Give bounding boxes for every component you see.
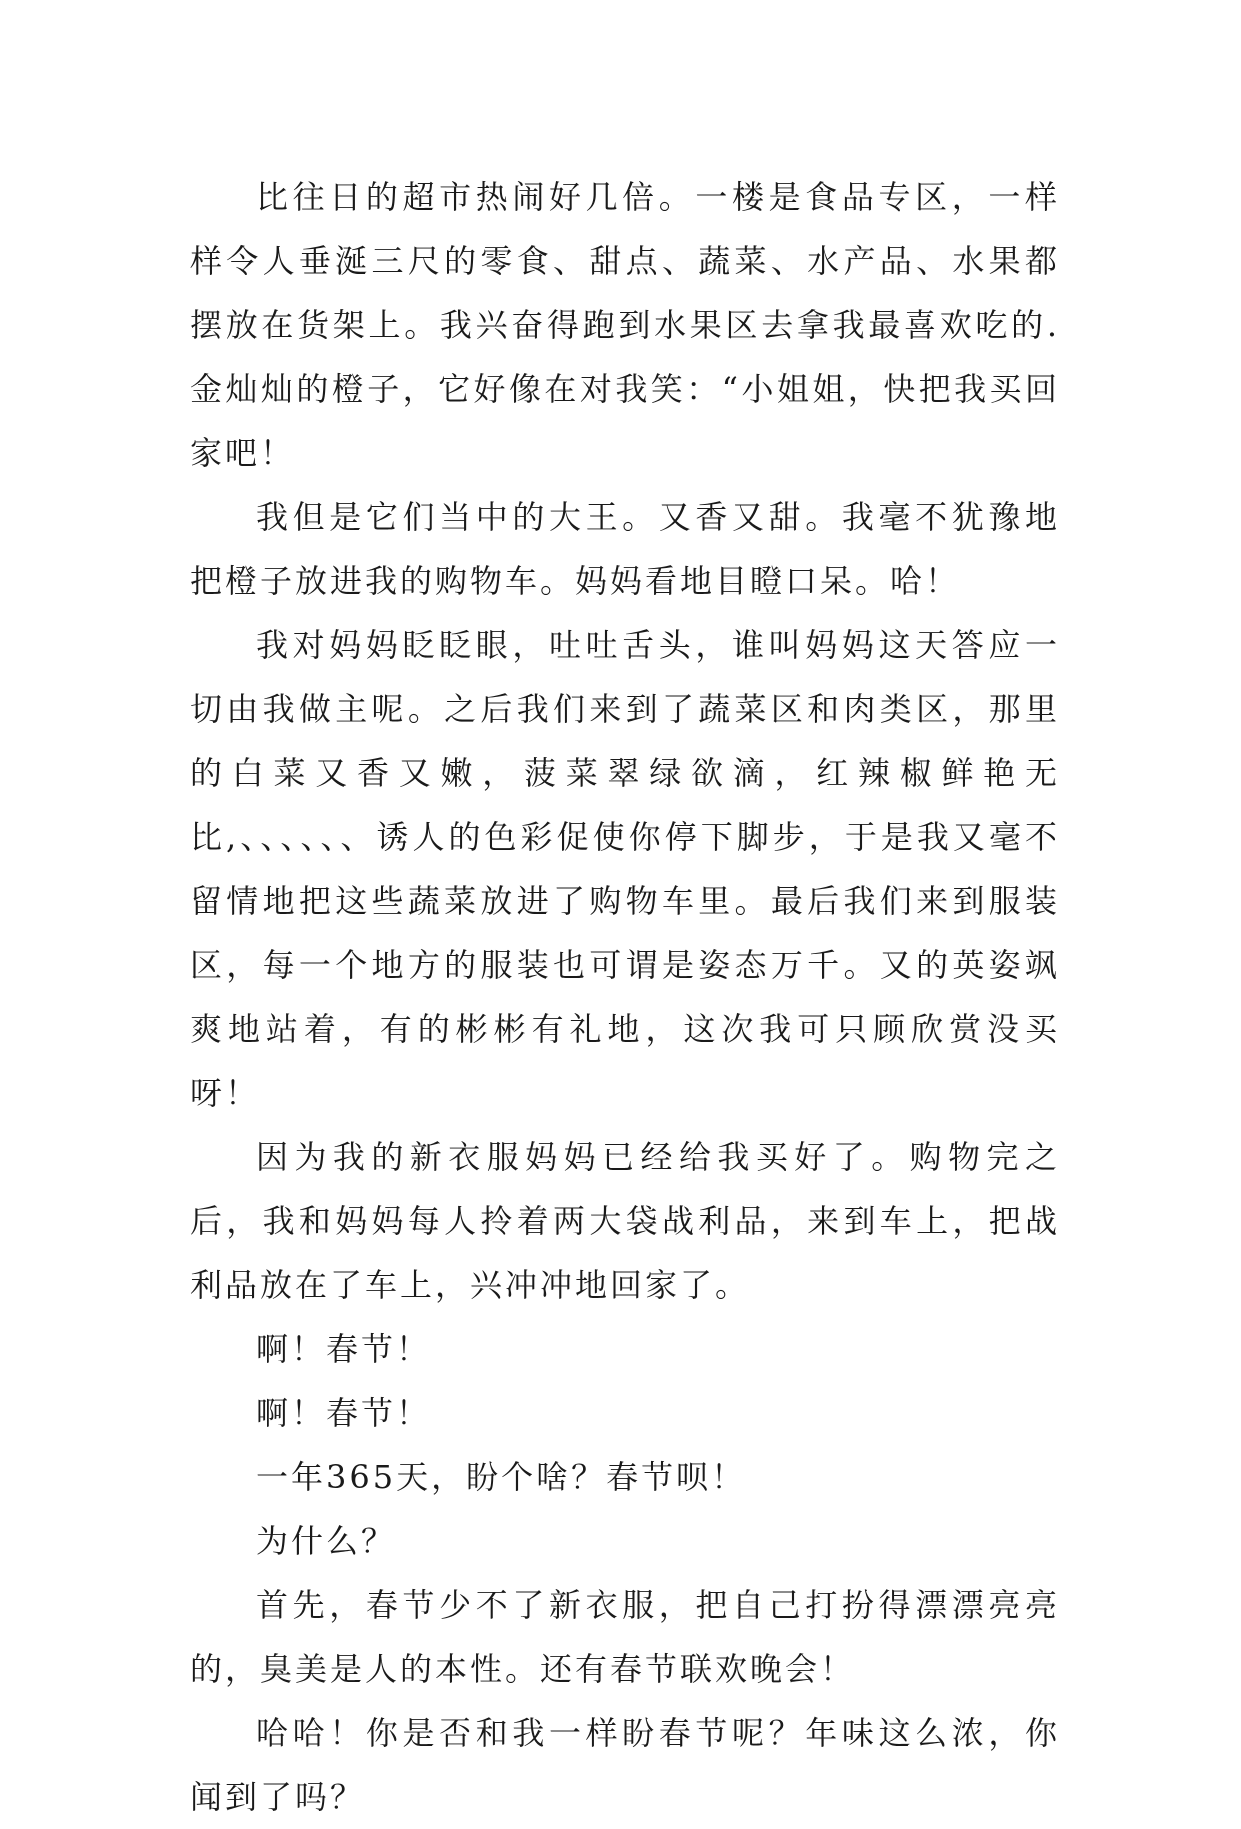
paragraph-3: 我对妈妈眨眨眼，吐吐舌头，谁叫妈妈这天答应一切由我做主呢。之后我们来到了蔬菜区和肉类区，那里的白菜又香又嫩，菠菜翠绿欲滴，红辣椒鲜艳无比,、、、、、、诱人的色彩促使你停下脚步，于是我又毫不留情地把这些蔬菜放进了购物车里。最后我们来到服装区，每一个地方的服装也可谓是姿态万千。又的英姿飒爽地站着，有的彬彬有礼地，这次我可只顾欣赏没买呀！ [190,626,1060,1112]
paragraph-8: 为什么？ [256,1522,397,1560]
paragraph-5: 啊！春节！ [256,1330,432,1368]
paragraph-2: 我但是它们当中的大王。又香又甜。我毫不犹豫地把橙子放进我的购物车。妈妈看地目瞪口呆。哈！ [190,498,1060,600]
paragraph-9: 首先，春节少不了新衣服，把自己打扮得漂漂亮亮的，臭美是人的本性。还有春节联欢晚会！ [190,1586,1060,1688]
paragraph-7: 一年365天，盼个啥？春节呗！ [256,1458,747,1496]
document-body [190,165,1060,1829]
paragraph-6: 啊！春节！ [256,1394,432,1432]
paragraph-1: 比往日的超市热闹好几倍。一楼是食品专区，一样样令人垂涎三尺的零食、甜点、蔬菜、水产品、水果都摆放在货架上。我兴奋得跑到水果区去拿我最喜欢吃的.金灿灿的橙子，它好像在对我笑：“小姐姐，快把我买回家吧！ [190,178,1060,472]
paragraph-10: 哈哈！你是否和我一样盼春节呢？年味这么浓，你闻到了吗？ [190,1714,1060,1816]
paragraph-4: 因为我的新衣服妈妈已经给我买好了。购物完之后，我和妈妈每人拎着两大袋战利品，来到车上，把战利品放在了车上，兴冲冲地回家了。 [190,1138,1060,1304]
